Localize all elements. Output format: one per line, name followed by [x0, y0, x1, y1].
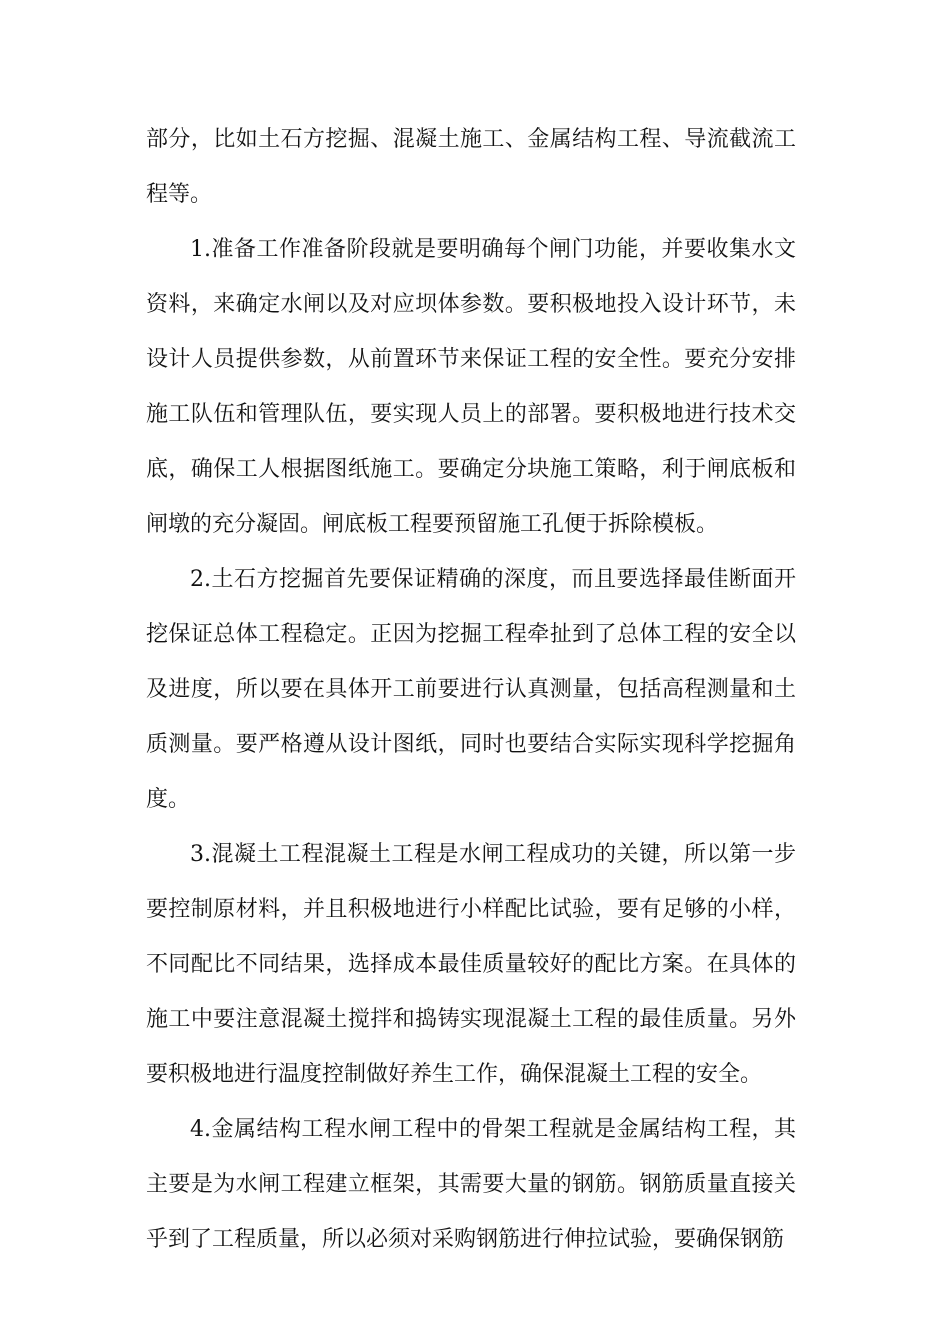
- paragraph-concrete: 3.混凝土工程混凝土工程是水闸工程成功的关键，所以第一步要控制原材料，并且积极地进行小样配比试验，要有足够的小样，不同配比不同结果，选择成本最佳质量较好的配比方案。在具体的施工中要注意混凝土搅拌和捣铸实现混凝土工程的最佳质量。另外要积极地进行温度控制做好养生工作，确保混凝土工程的安全。: [146, 842, 796, 1087]
- paragraph-preparation: 1.准备工作准备阶段就是要明确每个闸门功能，并要收集水文资料，来确定水闸以及对应坝体参数。要积极地投入设计环节，未设计人员提供参数，从前置环节来保证工程的安全性。要充分安排施工队伍和管理队伍，要实现人员上的部署。要积极地进行技术交底，确保工人根据图纸施工。要确定分块施工策略，利于闸底板和闸墩的充分凝固。闸底板工程要预留施工孔便于拆除模板。: [146, 237, 796, 537]
- paragraph-earthwork: 2.土石方挖掘首先要保证精确的深度，而且要选择最佳断面开挖保证总体工程稳定。正因为挖掘工程牵扯到了总体工程的安全以及进度，所以要在具体开工前要进行认真测量，包括高程测量和土质测量。要严格遵从设计图纸，同时也要结合实际实现科学挖掘角度。: [146, 567, 796, 812]
- paragraph-metal-structure: 4.金属结构工程水闸工程中的骨架工程就是金属结构工程，其主要是为水闸工程建立框架，其需要大量的钢筋。钢筋质量直接关乎到了工程质量，所以必须对采购钢筋进行伸拉试验，要确保钢筋: [146, 1117, 796, 1252]
- document-body: [146, 112, 796, 1267]
- paragraph-continuation: 部分，比如土石方挖掘、混凝土施工、金属结构工程、导流截流工程等。: [146, 127, 796, 207]
